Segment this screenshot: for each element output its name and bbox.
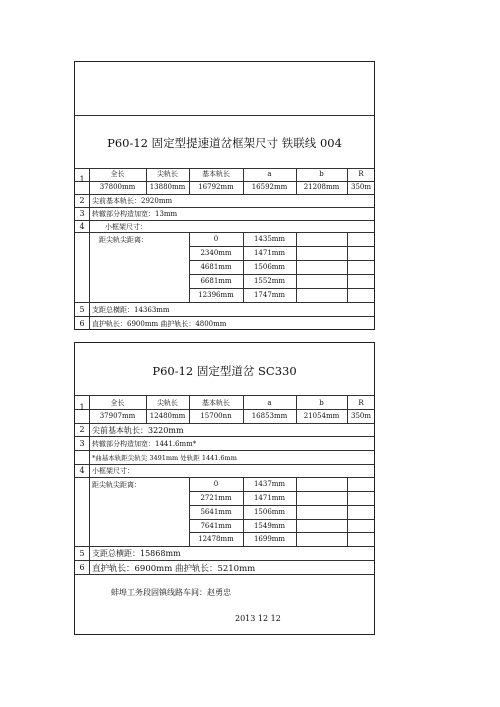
- small-frame-label: 小框架尺寸：: [92, 467, 134, 475]
- distance-value: 2721mm: [200, 494, 232, 502]
- value-total-length: 37907mm: [99, 412, 136, 420]
- section-signature: 蚌埠工务段固镇线路车间：赵勇忠: [111, 588, 231, 597]
- gauge-value: 1471mm: [253, 494, 286, 502]
- small-frame-label: 小框架尺寸：: [105, 223, 147, 231]
- row-number: 4: [79, 222, 85, 231]
- value-a: 16853mm: [251, 412, 288, 420]
- value-stock-rail-length: 15700nn: [200, 412, 232, 420]
- header-r: R: [358, 170, 364, 178]
- header-r: R: [358, 399, 364, 407]
- row-number: 4: [79, 466, 85, 475]
- header-b: b: [319, 170, 324, 178]
- distance-label: 距尖轨尖距离：: [99, 236, 148, 244]
- value-r: 350m: [351, 412, 371, 420]
- frame-dimension-card-2: [74, 342, 375, 635]
- row-number: 3: [79, 439, 85, 448]
- distance-value: 2340mm: [200, 249, 232, 257]
- gauge-value: 1549mm: [253, 522, 286, 530]
- header-stock-rail-length: 基本轨长: [202, 170, 230, 178]
- gauge-value: 1699mm: [253, 535, 286, 543]
- gauge-value: 1506mm: [253, 508, 286, 516]
- value-stock-rail-length: 16792mm: [198, 183, 234, 191]
- header-total-length: 全长: [110, 170, 125, 178]
- card2-title: P60-12 固定型道岔 SC330: [152, 364, 297, 378]
- header-stock-rail-length: 基本轨长: [202, 399, 230, 407]
- row-number: 2: [79, 425, 85, 434]
- distance-value: 12396mm: [198, 291, 234, 299]
- gauge-value: 1471mm: [253, 249, 286, 257]
- distance-value: 6681mm: [200, 277, 232, 285]
- front-stock-rail-length: 尖前基本轨长：2920mm: [92, 197, 173, 205]
- header-total-length: 全长: [110, 399, 125, 407]
- total-offset: 支距总横距：15868mm: [92, 549, 181, 558]
- header-switch-rail-length: 尖轨长: [157, 399, 178, 407]
- header-switch-rail-length: 尖轨长: [157, 170, 178, 178]
- card1-title: P60-12 固定型提速道岔框架尺寸 铁联线 004: [107, 136, 342, 150]
- row-number: 6: [79, 319, 85, 328]
- row-number: 1: [79, 175, 85, 184]
- gauge-value: 1435mm: [253, 235, 286, 243]
- row-number: 6: [79, 563, 85, 572]
- value-r: 350m: [351, 183, 371, 191]
- gauge-value: 1506mm: [253, 263, 286, 271]
- frame-dimension-card-1: [74, 61, 375, 330]
- value-a: 16592mm: [251, 183, 288, 191]
- header-a: a: [267, 399, 272, 407]
- switch-widening: 转辙部分构造加宽：1441.6mm*: [92, 440, 197, 448]
- total-offset: 支距总横距：14363mm: [92, 306, 170, 314]
- front-stock-rail-length: 尖前基本轨长：3220mm: [92, 426, 184, 435]
- distance-value: 4681mm: [200, 263, 232, 271]
- value-total-length: 37800mm: [99, 183, 136, 191]
- row-number: 2: [79, 196, 85, 205]
- distance-label: 距尖轨尖距离：: [92, 481, 141, 489]
- guard-rail-lengths: 直护轨长：6900mm 曲护轨长：5210mm: [92, 564, 256, 574]
- distance-value: 0: [213, 480, 219, 488]
- distance-value: 5641mm: [200, 508, 232, 516]
- value-switch-rail-length: 12480mm: [149, 412, 186, 420]
- value-b: 21208mm: [303, 183, 340, 191]
- header-b: b: [319, 399, 324, 407]
- document-date: 2013 12 12: [235, 614, 281, 623]
- gauge-value: 1552mm: [253, 277, 286, 285]
- distance-value: 0: [213, 235, 219, 243]
- value-switch-rail-length: 13880mm: [149, 183, 186, 191]
- value-b: 21054mm: [303, 412, 340, 420]
- row-number: 3: [79, 209, 85, 218]
- guard-rail-lengths: 直护轨长：6900mm 曲护轨长：4800mm: [92, 320, 227, 328]
- row-number: 1: [79, 403, 85, 412]
- gauge-value: 1437mm: [253, 480, 286, 488]
- widening-note: *曲基本轨距尖轨尖 3491mm 处轨距 1441.6mm: [92, 454, 237, 462]
- header-a: a: [267, 170, 272, 178]
- row-number: 5: [79, 549, 85, 558]
- row-number: 5: [79, 305, 85, 314]
- distance-value: 12478mm: [198, 535, 234, 543]
- distance-value: 7641mm: [200, 522, 232, 530]
- gauge-value: 1747mm: [253, 291, 286, 299]
- switch-widening: 转辙部分构造加宽：13mm: [92, 210, 178, 218]
